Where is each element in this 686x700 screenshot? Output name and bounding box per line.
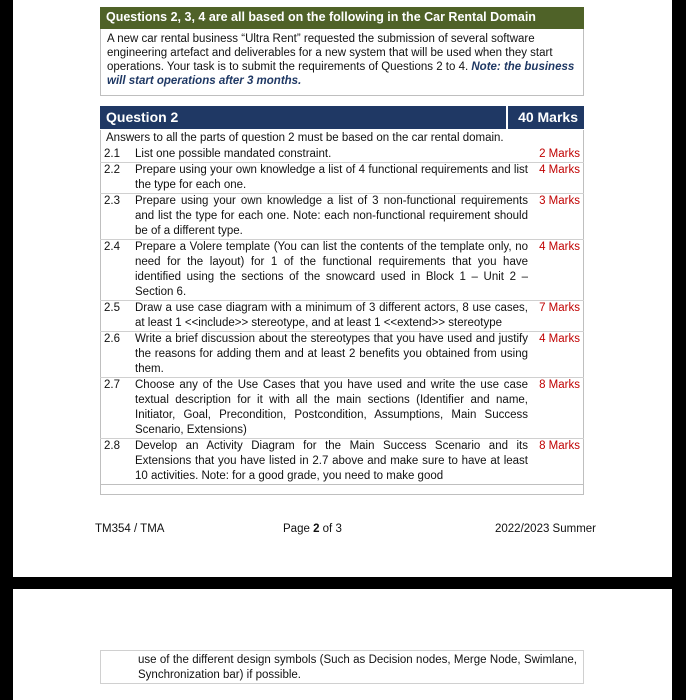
- item-text: Prepare a Volere template (You can list the contents of the template only, no need for the layout) for 1 of the functional requirements that you have identified using the sections of the snowcard used in Block 1 – Unit 2 – Section 6.: [135, 240, 532, 301]
- question-marks: 40 Marks: [506, 106, 584, 129]
- table-row: [100, 163, 584, 194]
- document-page-2: [13, 0, 672, 577]
- item-text: Prepare using your own knowledge a list of 4 functional requirements and list the type for each one.: [135, 163, 532, 194]
- footer-page-number: [283, 523, 342, 535]
- table-row: [100, 378, 584, 439]
- domain-header: Questions 2, 3, 4 are all based on the following in the Car Rental Domain: [100, 7, 584, 29]
- item-text: Choose any of the Use Cases that you have used and write the use case textual description for it with all the main sections (Identifier and name, Initiator, Goal, Precondition, Postcondition, Assumptions, Main Success Scenario, Extensions): [135, 378, 532, 439]
- item-number: 2.8: [100, 439, 135, 485]
- item-text: Develop an Activity Diagram for the Main Success Scenario and its Extensions that you have listed in 2.7 above and make sure to have at least 10 activities. Note: for a good grade, you need to make good: [135, 439, 532, 485]
- item-number: 2.4: [100, 240, 135, 301]
- item-number: 2.1: [100, 147, 135, 163]
- item-text: Write a brief discussion about the stereotypes that you have used and justify the reasons for adding them and at least 2 benefits you obtained from using them.: [135, 332, 532, 378]
- item-text: List one possible mandated constraint.: [135, 147, 532, 163]
- table-row: [100, 439, 584, 485]
- table-row: [100, 332, 584, 378]
- footer-course-code: TM354 / TMA: [95, 523, 165, 535]
- item-text: Prepare using your own knowledge a list of 3 non-functional requirements and list the type for each one. Note: each non-functional requirement should be of a different type.: [135, 194, 532, 240]
- item-number: 2.2: [100, 163, 135, 194]
- question-items-table: [100, 147, 584, 485]
- intro-text: A new car rental business “Ultra Rent” requested the submission of several software engineering artefact and deliverables for a new system that will be used when they start operations. Your task is to submit the requirements of Questions 2 to 4.: [107, 33, 553, 73]
- question-header: [100, 106, 584, 129]
- continued-item-text: use of the different design symbols (Such as Decision nodes, Merge Node, Swimlane, Synchronization bar) if possible.: [100, 650, 584, 684]
- intro-note: Note: the business will start operations after 3 months.: [107, 61, 575, 87]
- item-marks: 8 Marks: [532, 378, 584, 439]
- table-row: [100, 147, 584, 163]
- item-marks: 3 Marks: [532, 194, 584, 240]
- page-suffix: of 3: [319, 523, 342, 535]
- question-instruction: Answers to all the parts of question 2 must be based on the car rental domain.: [106, 132, 504, 144]
- item-marks: 2 Marks: [532, 147, 584, 163]
- table-row: [100, 240, 584, 301]
- item-marks: 4 Marks: [532, 240, 584, 301]
- domain-intro: [100, 29, 584, 96]
- page-prefix: Page: [283, 523, 314, 535]
- table-row: [100, 301, 584, 332]
- table-row: [100, 194, 584, 240]
- item-marks: 4 Marks: [532, 163, 584, 194]
- item-marks: 8 Marks: [532, 439, 584, 485]
- item-number: 2.7: [100, 378, 135, 439]
- footer-term: 2022/2023 Summer: [495, 523, 597, 535]
- item-marks: 7 Marks: [532, 301, 584, 332]
- question-title: Question 2: [106, 109, 179, 125]
- item-text: Draw a use case diagram with a minimum of 3 different actors, 8 use cases, at least 1 <<include>> stereotype, and at least 1 <<extend>> stereotype: [135, 301, 532, 332]
- item-marks: 4 Marks: [532, 332, 584, 378]
- item-number: 2.3: [100, 194, 135, 240]
- page-current: 2: [313, 523, 320, 535]
- document-page-3: [13, 589, 672, 700]
- item-number: 2.5: [100, 301, 135, 332]
- item-number: 2.6: [100, 332, 135, 378]
